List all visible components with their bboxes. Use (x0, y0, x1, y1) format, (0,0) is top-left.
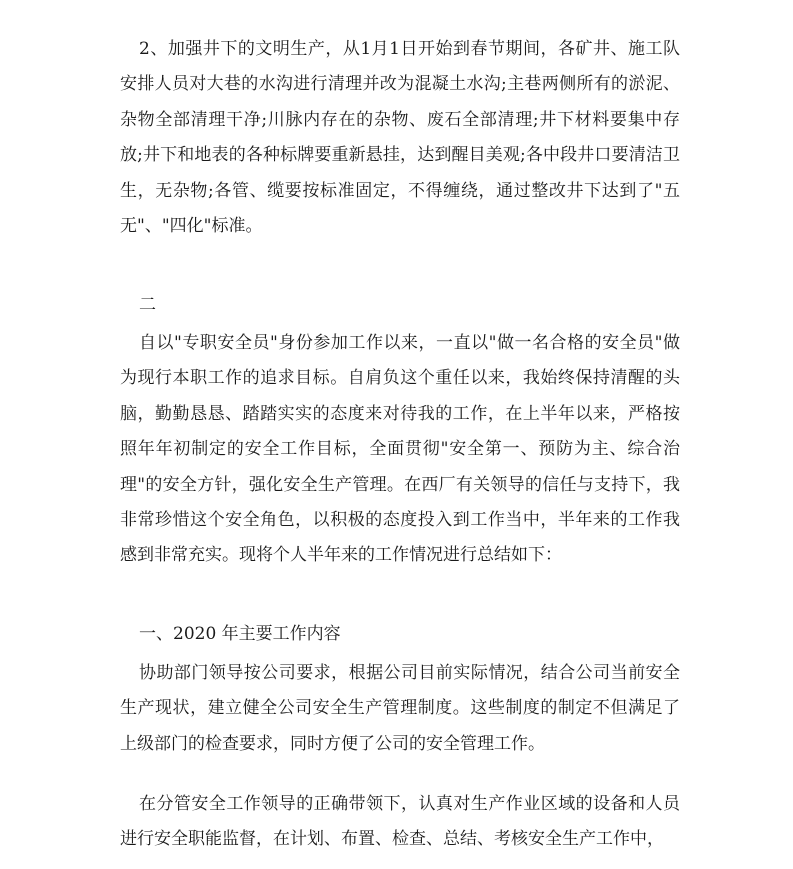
paragraph-safety-supervision: 在分管安全工作领导的正确带领下，认真对生产作业区域的设备和人员进行安全职能监督，在计划、布置、检查、总结、考核安全生产工作中， (120, 794, 680, 850)
section-heading-main-work: 一、2020 年主要工作内容 (139, 624, 341, 644)
paragraph-management-system: 协助部门领导按公司要求，根据公司目前实际情况，结合公司当前安全生产现状，建立健全公司安全生产管理制度。这些制度的制定不但满足了上级部门的检查要求，同时方便了公司的安全管理工作。 (120, 663, 680, 754)
paragraph-civilized-production: 2、加强井下的文明生产，从1月1日开始到春节期间，各矿井、施工队安排人员对大巷的水沟进行清理并改为混凝土水沟;主巷两侧所有的淤泥、杂物全部清理干净;川脉内存在的杂物、废石全部清理;井下材料要集中存放;井下和地表的各种标牌要重新悬挂，达到醒目美观;各中段井口要清洁卫生，无杂物;各管、缆要按标准固定，不得缠绕，通过整改井下达到了"五无"、"四化"标准。 (120, 39, 680, 237)
section-heading-two: 二 (139, 295, 156, 315)
paragraph-safety-officer-intro: 自以"专职安全员"身份参加工作以来，一直以"做一名合格的安全员"做为现行本职工作的追求目标。自肩负这个重任以来，我始终保持清醒的头脑，勤勤恳恳、踏踏实实的态度来对待我的工作，在上半年以来，严格按照年年初制定的安全工作目标，全面贯彻"安全第一、预防为主、综合治理"的安全方针，强化安全生产管理。在西厂有关领导的信任与支持下，我非常珍惜这个安全角色，以积极的态度投入到工作当中，半年来的工作我感到非常充实。现将个人半年来的工作情况进行总结如下： (120, 333, 680, 566)
